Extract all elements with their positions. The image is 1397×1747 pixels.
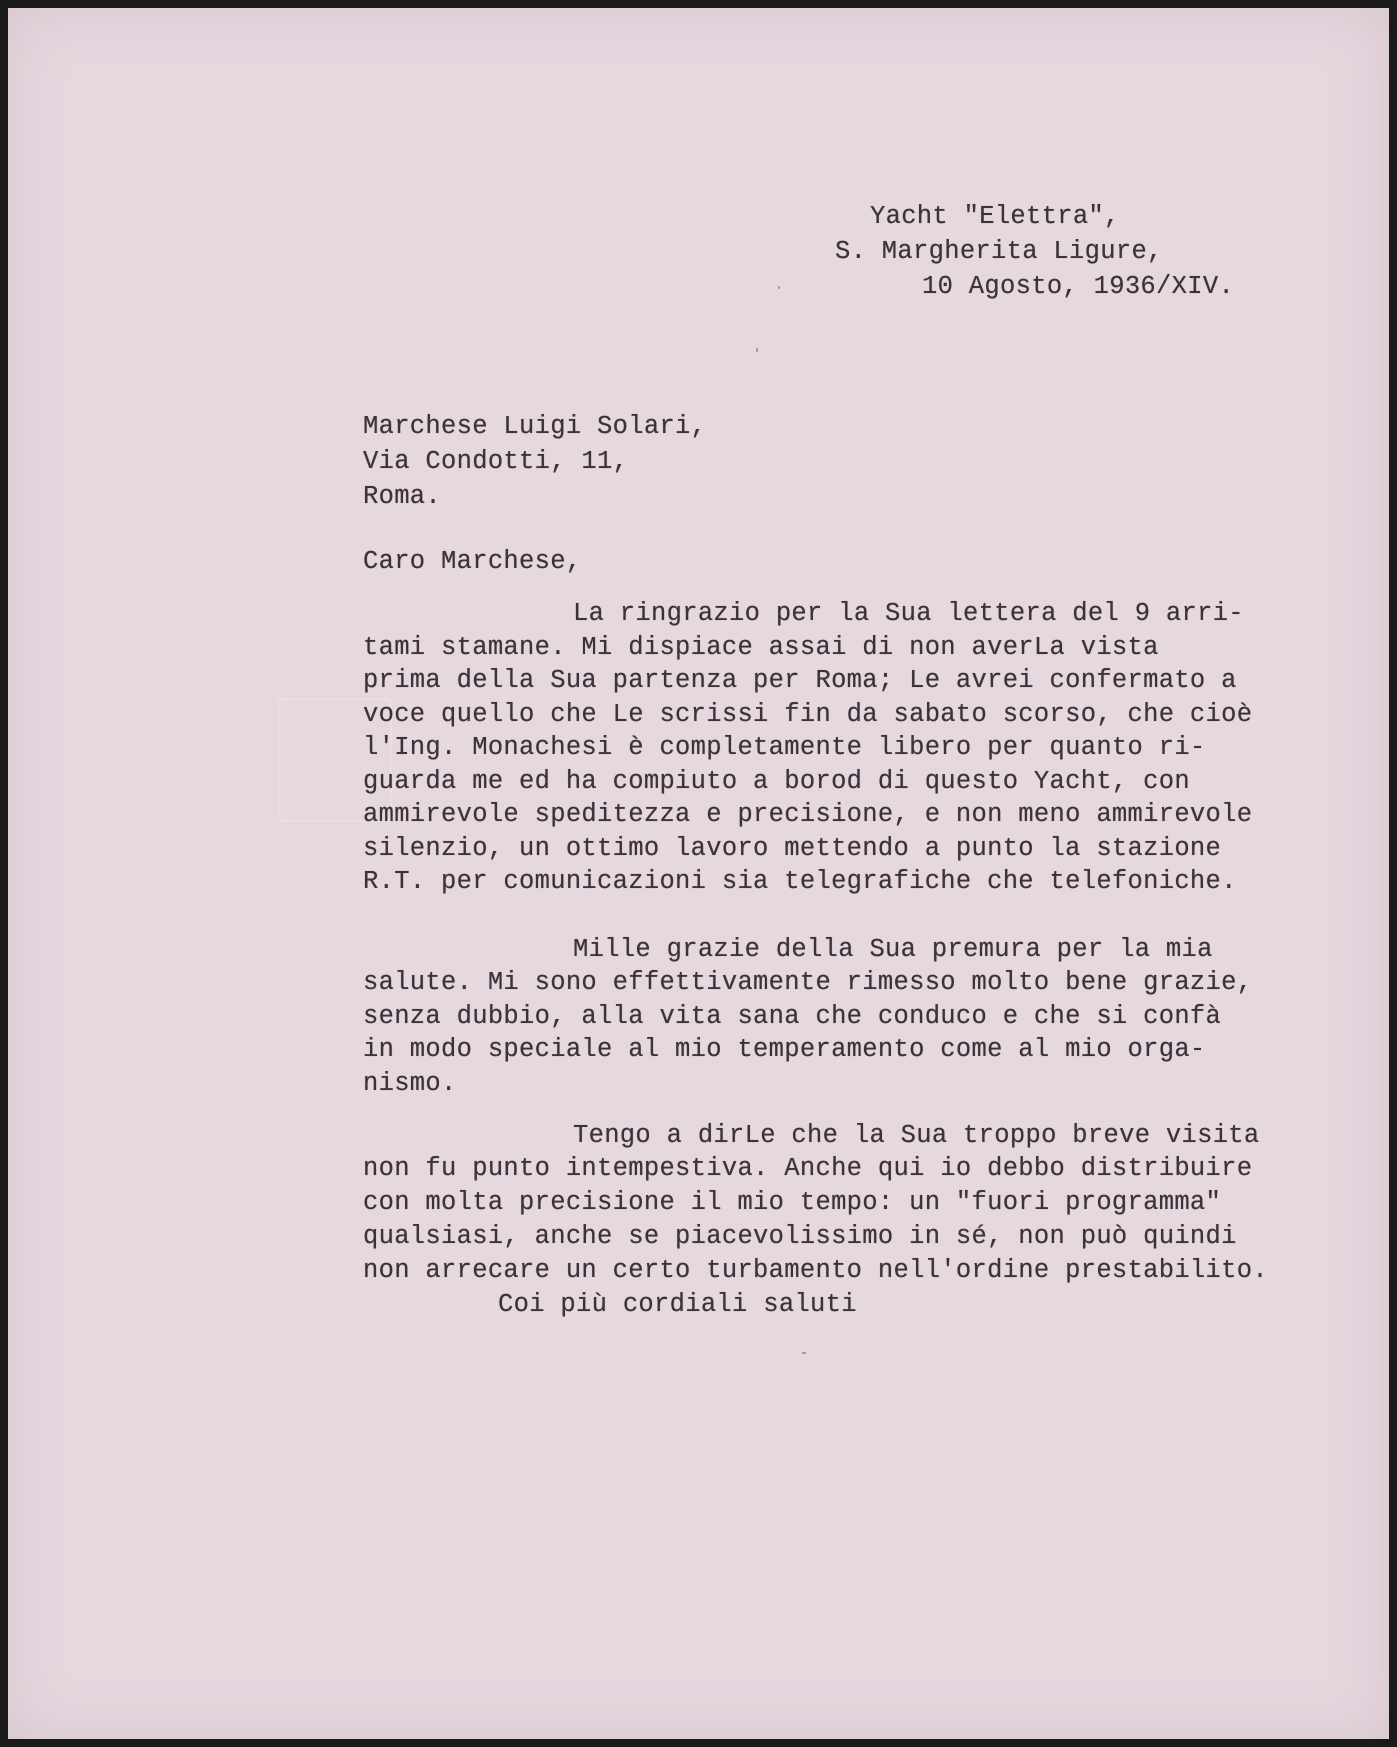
paragraph-line: silenzio, un ottimo lavoro mettendo a punto la stazione bbox=[363, 834, 1222, 863]
recipient-city: Roma. bbox=[363, 482, 442, 511]
paragraph-line: l'Ing. Monachesi è completamente libero per quanto ri- bbox=[363, 733, 1206, 762]
paragraph-line: non fu punto intempestiva. Anche qui io debbo distribuire bbox=[363, 1154, 1253, 1183]
paragraph-line: ammirevole speditezza e precisione, e non meno ammirevole bbox=[363, 800, 1253, 829]
recipient-name: Marchese Luigi Solari, bbox=[363, 412, 707, 441]
paragraph-line: con molta precisione il mio tempo: un "fuori programma" bbox=[363, 1188, 1222, 1217]
paper-speck bbox=[778, 286, 780, 289]
closing: Coi più cordiali saluti bbox=[498, 1290, 857, 1319]
paragraph-line: non arrecare un certo turbamento nell'ordine prestabilito. bbox=[363, 1256, 1268, 1285]
paragraph-line: voce quello che Le scrissi fin da sabato scorso, che cioè bbox=[363, 700, 1253, 729]
paragraph-line: guarda me ed ha compiuto a borod di questo Yacht, con bbox=[363, 767, 1190, 796]
paragraph-line: nismo. bbox=[363, 1069, 457, 1098]
paragraph-line: prima della Sua partenza per Roma; Le avrei confermato a bbox=[363, 666, 1237, 695]
paper-speck bbox=[802, 1352, 806, 1354]
header-line-1: Yacht "Elettra", bbox=[870, 202, 1120, 231]
header-line-3-date: 10 Agosto, 1936/XIV. bbox=[922, 272, 1235, 301]
paragraph-line: salute. Mi sono effettivamente rimesso molto bene grazie, bbox=[363, 968, 1253, 997]
letter-page bbox=[8, 8, 1389, 1739]
paragraph-line: La ringrazio per la Sua lettera del 9 arri- bbox=[573, 599, 1244, 628]
recipient-street: Via Condotti, 11, bbox=[363, 447, 629, 476]
salutation: Caro Marchese, bbox=[363, 547, 582, 576]
paragraph-line: Mille grazie della Sua premura per la mia bbox=[573, 935, 1213, 964]
header-line-2: S. Margherita Ligure, bbox=[835, 237, 1163, 266]
paragraph-line: tami stamane. Mi dispiace assai di non averLa vista bbox=[363, 633, 1159, 662]
paragraph-line: Tengo a dirLe che la Sua troppo breve visita bbox=[573, 1121, 1260, 1150]
paragraph-line: in modo speciale al mio temperamento come al mio orga- bbox=[363, 1035, 1206, 1064]
paragraph-line: qualsiasi, anche se piacevolissimo in sé, non può quindi bbox=[363, 1222, 1237, 1251]
paragraph-line: R.T. per comunicazioni sia telegrafiche che telefoniche. bbox=[363, 867, 1237, 896]
paper-speck bbox=[756, 348, 758, 352]
paragraph-line: senza dubbio, alla vita sana che conduco e che si confà bbox=[363, 1002, 1222, 1031]
